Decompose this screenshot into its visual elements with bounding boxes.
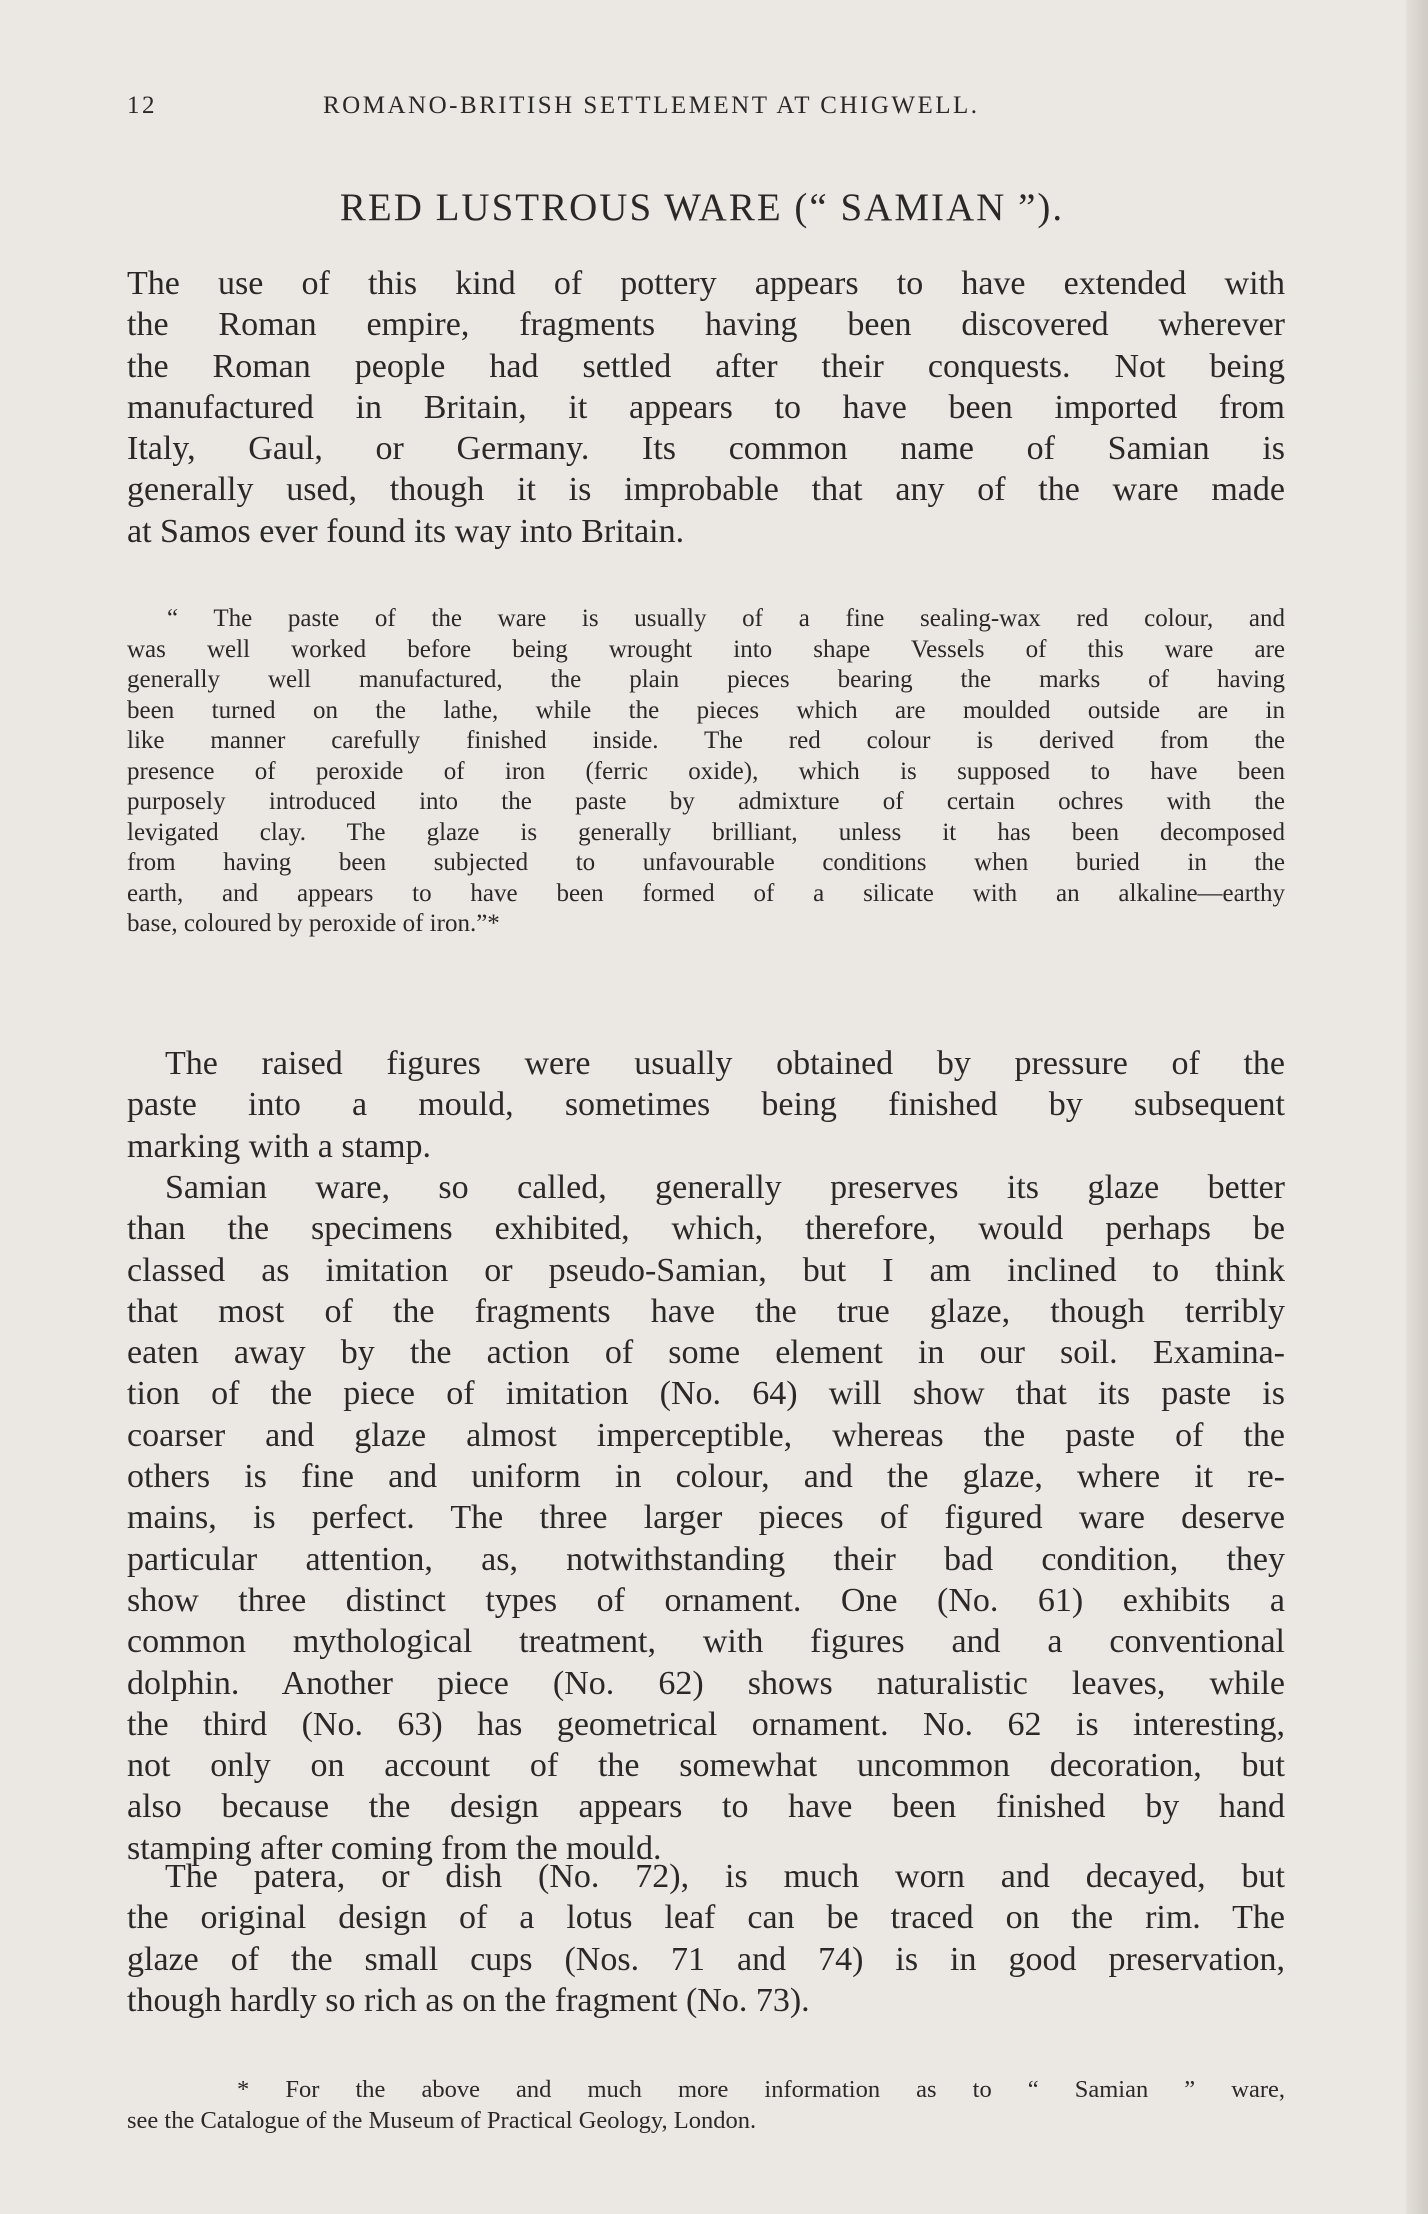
text-line: classed as imitation or pseudo-Samian, but I am inclined to think — [127, 1251, 1285, 1289]
block-quotation — [127, 604, 1285, 940]
text-line: particular attention, as, notwithstanding their bad condition, they — [127, 1540, 1285, 1578]
text-line: marking with a stamp. — [127, 1127, 432, 1165]
page-edge-shadow — [1406, 0, 1428, 2214]
quote-line: “ The paste of the ware is usually of a fine sealing-wax red colour, and — [167, 605, 1285, 632]
text-line: The patera, or dish (No. 72), is much worn and decayed, but — [165, 1858, 1285, 1895]
text-line: tion of the piece of imitation (No. 64) will show that its paste is — [127, 1375, 1285, 1413]
text-line: show three distinct types of ornament. One (No. 61) exhibits a — [127, 1581, 1285, 1619]
text-line: generally used, though it is improbable that any of the ware made — [127, 471, 1285, 509]
quote-line: was well worked before being wrought into shape Vessels of this ware are — [127, 635, 1285, 663]
section-heading-text: RED LUSTROUS WARE (“ SAMIAN ”). — [339, 186, 1065, 229]
text-line: others is fine and uniform in colour, and the glaze, where it re- — [127, 1458, 1285, 1496]
quote-line: earth, and appears to have been formed of a silicate with an alkaline—earthy — [127, 879, 1285, 907]
quote-line: base, coloured by peroxide of iron.”* — [127, 910, 500, 937]
text-line: the third (No. 63) has geometrical ornament. No. 62 is interesting, — [127, 1705, 1285, 1743]
text-line: the original design of a lotus leaf can be traced on the rim. The — [127, 1899, 1285, 1937]
running-header — [127, 88, 1290, 124]
running-title: ROMANO-BRITISH SETTLEMENT AT CHIGWELL. — [323, 92, 980, 119]
text-line: stamping after coming from the mould. — [127, 1829, 662, 1867]
text-line: common mythological treatment, with figures and a conventional — [127, 1623, 1285, 1661]
text-line: though hardly so rich as on the fragment (No. 73). — [127, 1981, 810, 2019]
page-number: 12 — [127, 92, 157, 119]
text-line: Samian ware, so called, generally preserves its glaze better — [165, 1169, 1285, 1206]
text-line: the Roman people had settled after their conquests. Not being — [127, 347, 1285, 385]
text-line: Italy, Gaul, or Germany. Its common name of Samian is — [127, 430, 1285, 468]
quote-line: from having been subjected to unfavourable conditions when buried in the — [127, 849, 1285, 876]
section-heading — [0, 186, 1428, 230]
quote-line: generally well manufactured, the plain pieces bearing the marks of having — [127, 666, 1285, 693]
text-line: also because the design appears to have been finished by hand — [127, 1788, 1285, 1826]
quote-line: been turned on the lathe, while the pieces which are moulded outside are in — [127, 696, 1285, 724]
text-line: not only on account of the somewhat uncommon decoration, but — [127, 1747, 1285, 1785]
text-line: paste into a mould, sometimes being finished by subsequent — [127, 1086, 1285, 1124]
text-line: glaze of the small cups (Nos. 71 and 74) is in good preservation, — [127, 1940, 1285, 1978]
intro-paragraph — [127, 263, 1285, 552]
patera-paragraph — [127, 1856, 1285, 2021]
text-line: the Roman empire, fragments having been discovered wherever — [127, 306, 1285, 344]
quote-line: like manner carefully finished inside. The red colour is derived from the — [127, 727, 1285, 754]
footnote-line: * For the above and much more information as to “ Samian ” ware, — [237, 2076, 1285, 2103]
text-line: at Samos ever found its way into Britain. — [127, 512, 685, 550]
text-line: manufactured in Britain, it appears to have been imported from — [127, 388, 1285, 426]
text-line: mains, is perfect. The three larger pieces of figured ware deserve — [127, 1499, 1285, 1537]
text-line: dolphin. Another piece (No. 62) shows naturalistic leaves, while — [127, 1664, 1285, 1702]
text-line: The use of this kind of pottery appears to have extended with — [127, 265, 1285, 302]
glaze-paragraph — [127, 1167, 1285, 1869]
text-line: than the specimens exhibited, which, therefore, would perhaps be — [127, 1210, 1285, 1248]
text-line: eaten away by the action of some element in our soil. Examina- — [127, 1334, 1285, 1372]
quote-line: purposely introduced into the paste by admixture of certain ochres with the — [127, 788, 1285, 815]
footnote — [127, 2074, 1285, 2136]
footnote-line: see the Catalogue of the Museum of Practical Geology, London. — [127, 2107, 757, 2134]
text-line: that most of the fragments have the true glaze, though terribly — [127, 1292, 1285, 1330]
text-line: coarser and glaze almost imperceptible, whereas the paste of the — [127, 1416, 1285, 1454]
quote-line: presence of peroxide of iron (ferric oxide), which is supposed to have been — [127, 757, 1285, 785]
figures-paragraph — [127, 1043, 1285, 1167]
quote-line: levigated clay. The glaze is generally brilliant, unless it has been decomposed — [127, 818, 1285, 846]
text-line: The raised figures were usually obtained by pressure of the — [165, 1045, 1285, 1082]
